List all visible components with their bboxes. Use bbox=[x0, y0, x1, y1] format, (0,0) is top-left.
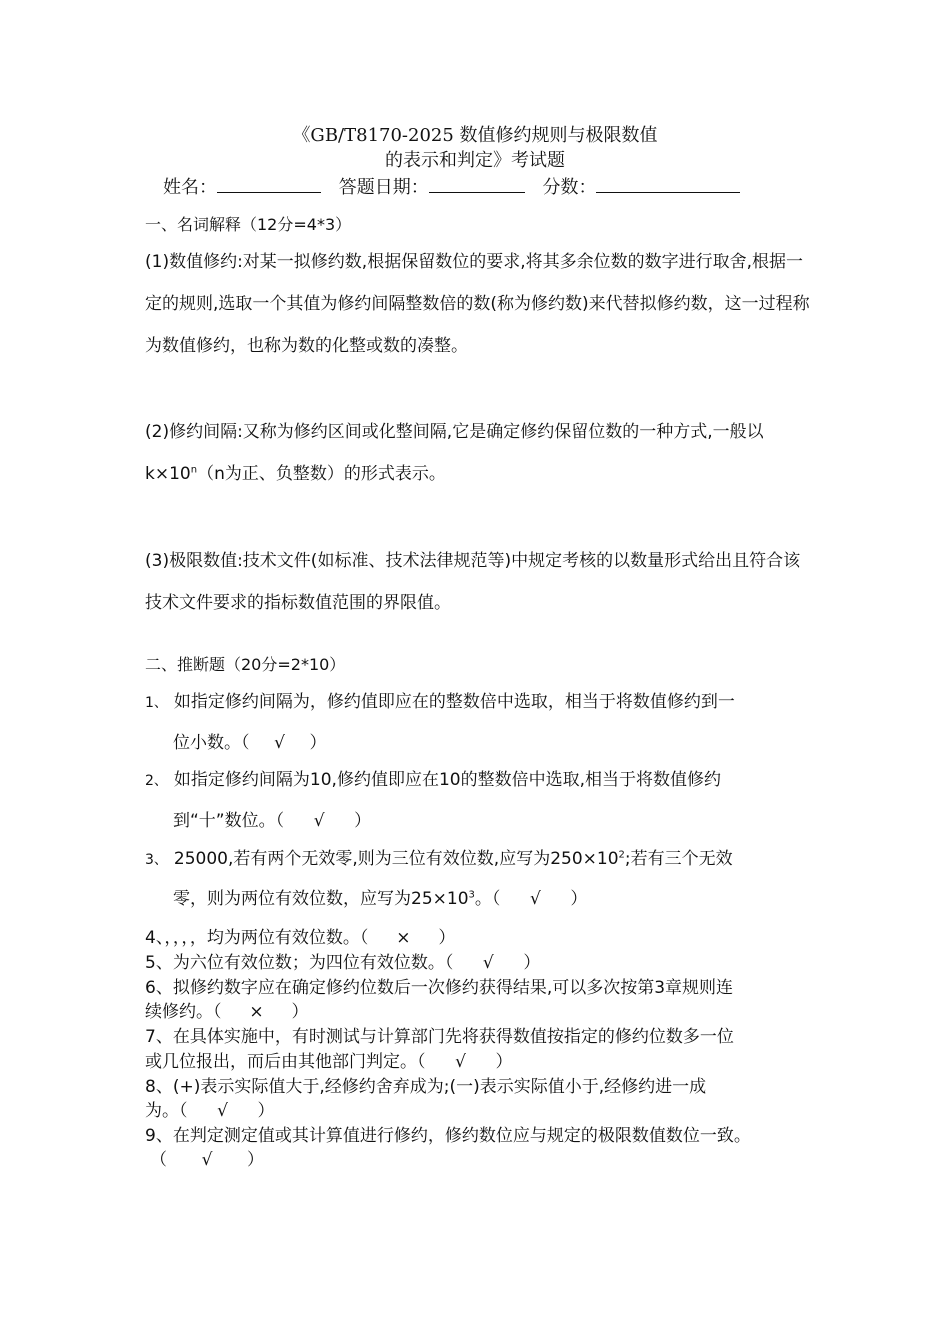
score-label: 分数： bbox=[542, 177, 597, 198]
question-5-text: 5、为六位有效位数；为四位有效位数。 bbox=[145, 953, 445, 973]
question-3-line1 bbox=[145, 847, 733, 872]
question-7-text2: 或几位报出，而后由其他部门判定。 bbox=[145, 1052, 417, 1072]
section1-heading: 一、名词解释（12分=4*3） bbox=[145, 215, 352, 234]
question-8-text2: 为。 bbox=[145, 1101, 179, 1121]
definition-3: (3)极限数值:技术文件(如标准、技术法律规范等)中规定考核的以数量形式给出且符合该技术文件要求的指标数值范围的界限值。 bbox=[145, 551, 801, 613]
question-9-line2 bbox=[150, 1148, 264, 1172]
definition-2-sup: n bbox=[190, 464, 198, 476]
question-9-close-paren: ） bbox=[247, 1150, 264, 1170]
student-info-row bbox=[163, 174, 752, 201]
question-3-open-paren: （ bbox=[491, 889, 501, 909]
question-8-answer-mark[interactable]: √ bbox=[217, 1101, 228, 1121]
question-2-close-paren: ） bbox=[354, 811, 372, 831]
question-9-open-paren: （ bbox=[150, 1150, 167, 1170]
question-7-answer-mark[interactable]: √ bbox=[455, 1052, 466, 1072]
question-3-line2 bbox=[173, 887, 587, 911]
question-6-line1: 6、拟修约数字应在确定修约位数后一次修约获得结果,可以多次按第3章规则连 bbox=[145, 978, 734, 998]
question-1-number: 1、 bbox=[145, 695, 168, 711]
question-2-line2 bbox=[173, 809, 371, 833]
question-3-text2-b: 。 bbox=[474, 889, 492, 909]
date-label: 答题日期： bbox=[338, 177, 429, 198]
question-3-answer-mark[interactable]: √ bbox=[529, 889, 541, 909]
question-4-answer-mark[interactable]: × bbox=[396, 928, 411, 948]
question-2-open-paren: （ bbox=[275, 811, 285, 831]
exam-title-line2: 的表示和判定》考试题 bbox=[385, 150, 565, 171]
definition-1: (1)数值修约:对某一拟修约数,根据保留数位的要求,将其多余位数的数字进行取舍,根据一定的规则,选取一个其值为修约间隔整数倍的数(称为修约数)来代替拟修约数，这一过程称为数值修约，也称为数的化整或数的凑整。 bbox=[145, 252, 810, 356]
question-7-line1: 7、在具体实施中，有时测试与计算部门先将获得数值按指定的修约位数多一位 bbox=[145, 1027, 734, 1047]
question-4 bbox=[145, 926, 455, 950]
question-8-close-paren: ） bbox=[257, 1101, 275, 1121]
question-8-open-paren: （ bbox=[179, 1101, 188, 1121]
question-1-text: 如指定修约间隔为，修约值即应在的整数倍中选取，相当于将数值修约到一 bbox=[173, 692, 735, 712]
exam-title-line1: 《GB/T8170-2025 数值修约规则与极限数值 bbox=[292, 125, 658, 146]
question-2-answer-mark[interactable]: √ bbox=[313, 811, 325, 831]
question-3-sup1: 2 bbox=[618, 849, 625, 861]
question-5 bbox=[145, 951, 540, 975]
question-9-answer-mark[interactable]: √ bbox=[201, 1150, 213, 1170]
question-5-close-paren: ） bbox=[523, 953, 541, 973]
date-blank[interactable] bbox=[429, 174, 525, 193]
score-blank[interactable] bbox=[596, 174, 740, 193]
question-4-open-paren: （ bbox=[359, 928, 369, 948]
question-3-close-paren: ） bbox=[570, 889, 588, 909]
question-4-text: 4、，，，，均为两位有效位数。 bbox=[145, 928, 360, 948]
question-5-open-paren: （ bbox=[444, 953, 454, 973]
question-6-close-paren: ） bbox=[291, 1002, 309, 1022]
question-5-answer-mark[interactable]: √ bbox=[482, 953, 494, 973]
question-8-line2 bbox=[145, 1099, 275, 1123]
question-6-line2 bbox=[145, 1000, 309, 1024]
definition-2-text-a: (2)修约间隔:又称为修约区间或化整间隔,它是确定修约保留位数的一种方式,一般以k×10 bbox=[145, 422, 764, 484]
question-1-answer-mark[interactable]: √ bbox=[274, 733, 285, 753]
question-2-text: 如指定修约间隔为10,修约值即应在10的整数倍中选取,相当于将数值修约 bbox=[173, 770, 721, 790]
question-6-open-paren: （ bbox=[213, 1002, 222, 1022]
question-1-open-paren: （ bbox=[241, 733, 250, 753]
question-8-line1: 8、(+)表示实际值大于,经修约舍弃成为;(一)表示实际值小于,经修约进一成 bbox=[145, 1077, 707, 1097]
question-7-line2 bbox=[145, 1050, 513, 1074]
definition-2-text-b: （n为正、负整数）的形式表示。 bbox=[197, 464, 446, 484]
question-3-sup2: 3 bbox=[468, 889, 475, 901]
question-1-text2: 位小数。 bbox=[173, 733, 241, 753]
section2-heading: 二、推断题（20分=2*10） bbox=[145, 655, 346, 674]
question-1-line2 bbox=[173, 731, 327, 755]
name-blank[interactable] bbox=[217, 174, 321, 193]
question-6-text2: 续修约。 bbox=[145, 1002, 213, 1022]
question-7-open-paren: （ bbox=[417, 1052, 426, 1072]
question-3-text2-a: 零，则为两位有效位数，应写为25×10 bbox=[173, 889, 469, 909]
question-1-close-paren: ） bbox=[309, 733, 327, 753]
question-2-number: 2、 bbox=[145, 773, 168, 789]
question-3-text-b: ;若有三个无效 bbox=[624, 849, 733, 869]
question-2-text2: 到“十”数位。 bbox=[173, 811, 276, 831]
question-4-close-paren: ） bbox=[438, 928, 456, 948]
definition-2 bbox=[145, 411, 815, 495]
question-7-close-paren: ） bbox=[495, 1052, 513, 1072]
question-6-answer-mark[interactable]: × bbox=[249, 1002, 264, 1022]
question-1-line1 bbox=[145, 690, 735, 715]
name-label: 姓名： bbox=[163, 177, 217, 198]
question-2-line1 bbox=[145, 768, 721, 793]
question-3-number: 3、 bbox=[145, 852, 168, 868]
question-9-line1: 9、在判定测定值或其计算值进行修约，修约数位应与规定的极限数值数位一致。 bbox=[145, 1126, 751, 1146]
question-3-text-a: 25000,若有两个无效零,则为三位有效位数,应写为250×10 bbox=[173, 849, 619, 869]
